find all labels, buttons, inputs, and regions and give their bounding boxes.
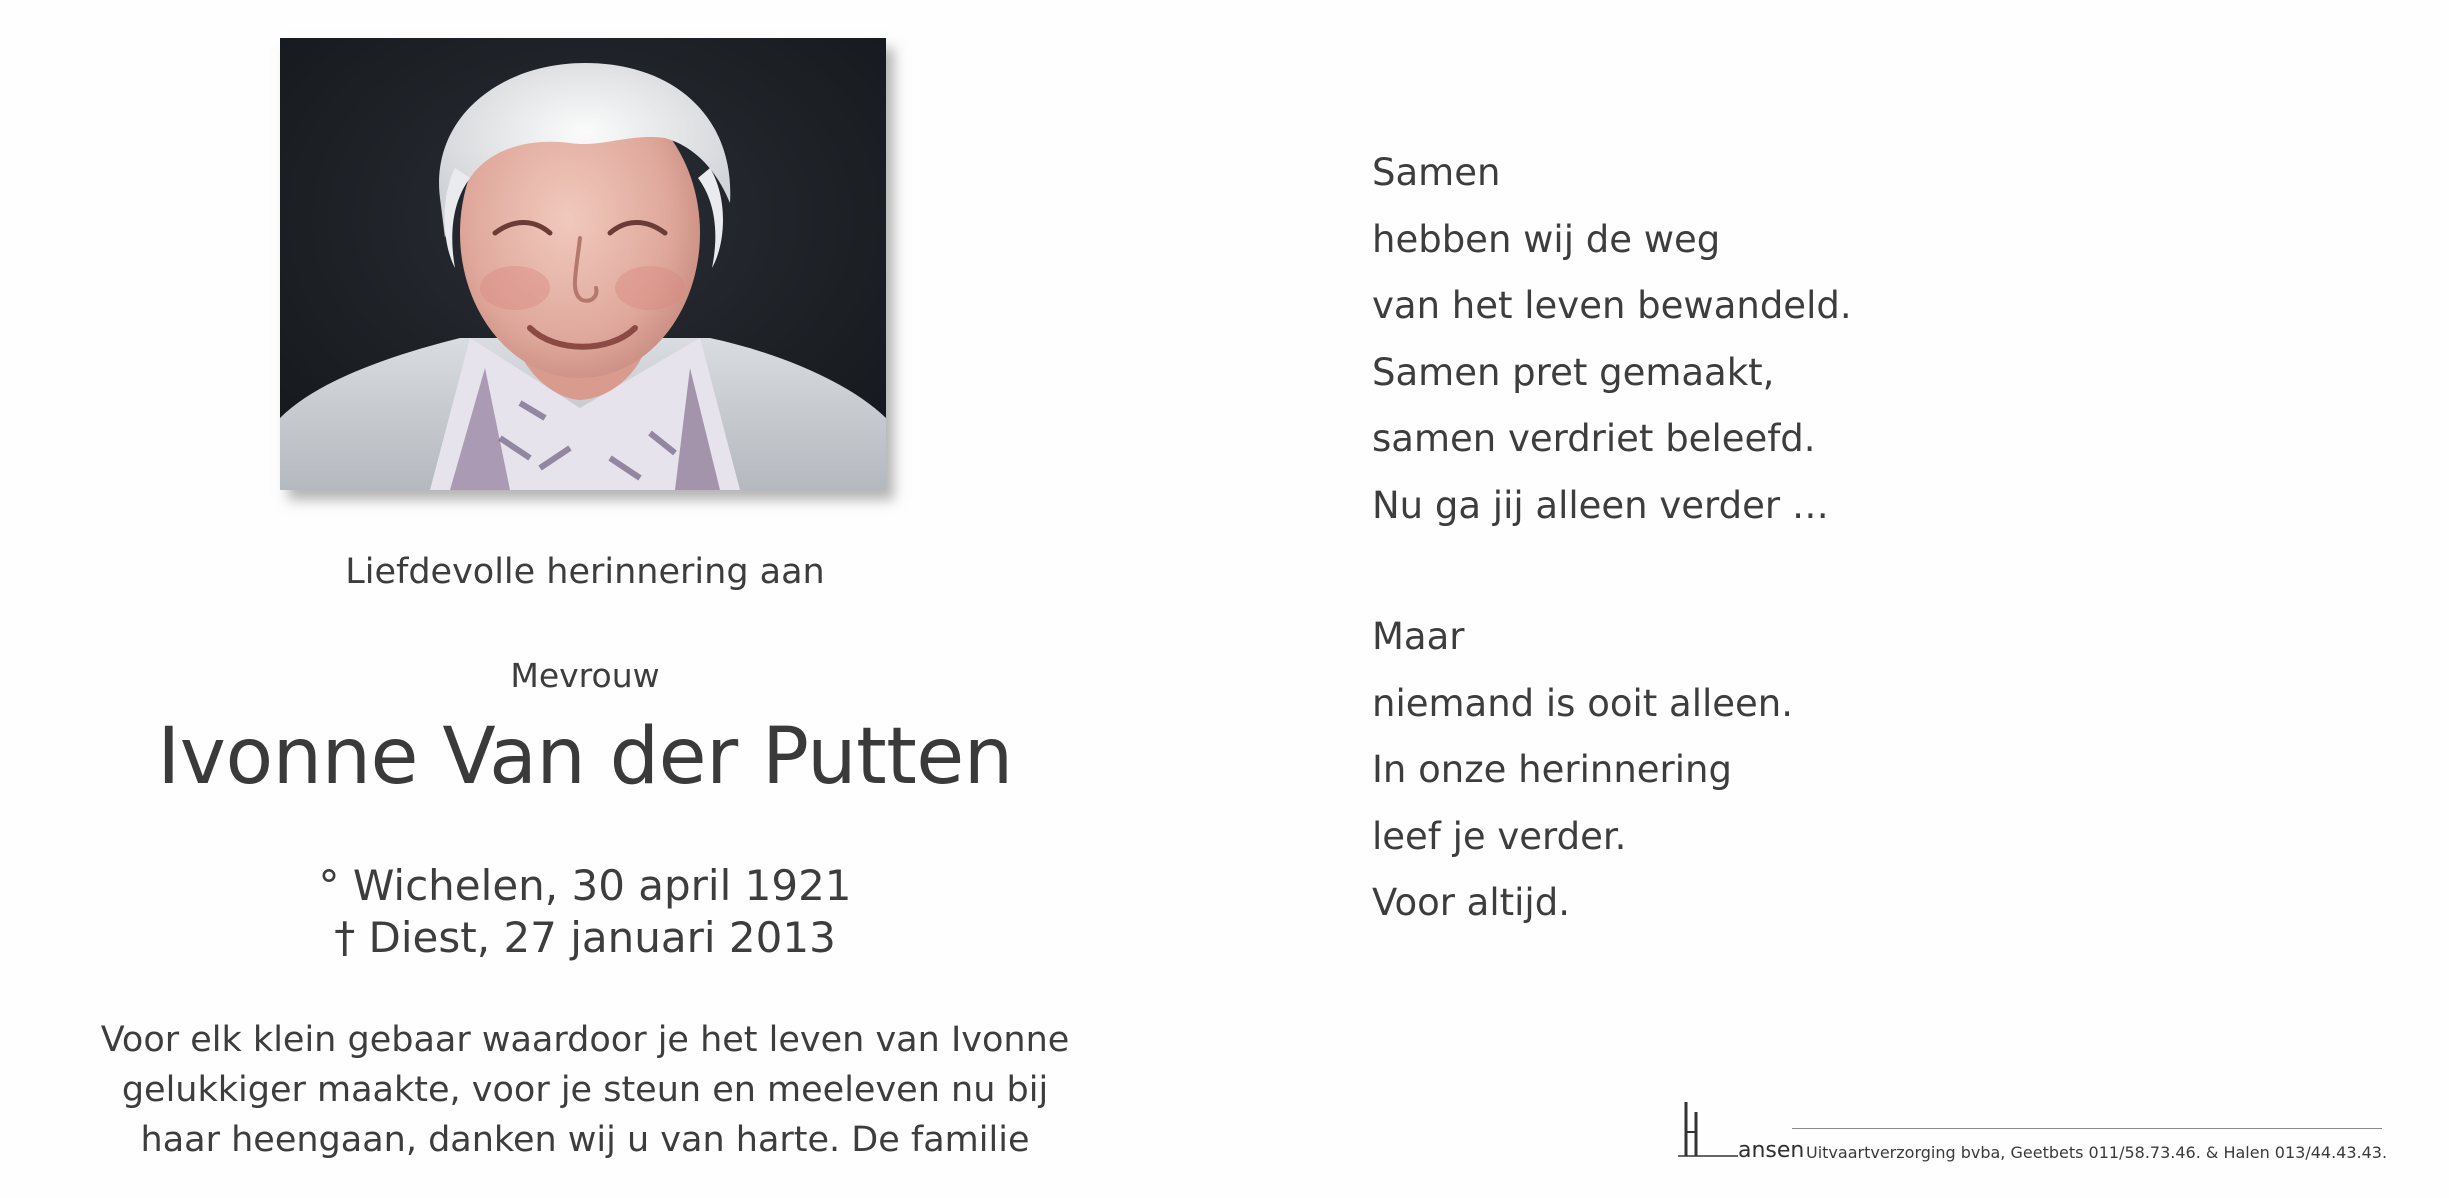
thanks-text <box>0 1015 1170 1165</box>
intro-text: Liefdevolle herinnering aan <box>345 552 825 592</box>
thanks-line: haar heengaan, danken wij u van harte. De familie <box>140 1120 1030 1160</box>
thanks-line: gelukkiger maakte, voor je steun en meeleven nu bij <box>121 1070 1049 1110</box>
death-line: † Diest, 27 januari 2013 <box>334 913 836 962</box>
poem-line: niemand is ooit alleen. <box>1372 681 1794 725</box>
funeral-home-details: Uitvaartverzorging bvba, Geetbets 011/58.73.46. & Halen 013/44.43.43. <box>1806 1143 2388 1162</box>
poem-line: hebben wij de weg <box>1372 217 1721 261</box>
poem-line: samen verdriet beleefd. <box>1372 417 1816 460</box>
funeral-home-name: ansen <box>1738 1138 1805 1163</box>
left-panel <box>0 0 1170 1198</box>
life-dates <box>0 860 1170 964</box>
poem-line: Voor altijd. <box>1372 881 1570 924</box>
poem-line: Samen <box>1372 151 1501 194</box>
birth-line: ° Wichelen, 30 april 1921 <box>318 861 852 910</box>
poem-line: Maar <box>1372 615 1465 658</box>
footer-divider <box>1792 1128 2382 1129</box>
poem-line: Nu ga jij alleen verder … <box>1372 483 1829 527</box>
thanks-line: Voor elk klein gebaar waardoor je het leven van Ivonne <box>100 1020 1070 1060</box>
poem-line: van het leven bewandeld. <box>1372 284 1852 327</box>
title-prefix: Mevrouw <box>510 656 660 695</box>
poem-line: In onze herinnering <box>1372 748 1732 791</box>
portrait-image <box>280 38 886 490</box>
poem-stanza-1 <box>1372 140 1852 539</box>
deceased-name: Ivonne Van der Putten <box>157 712 1013 802</box>
poem-line: leef je verder. <box>1372 814 1627 858</box>
poem-line: Samen pret gemaakt, <box>1372 350 1775 394</box>
poem-stanza-2 <box>1372 604 1793 937</box>
portrait-photo <box>280 38 886 490</box>
